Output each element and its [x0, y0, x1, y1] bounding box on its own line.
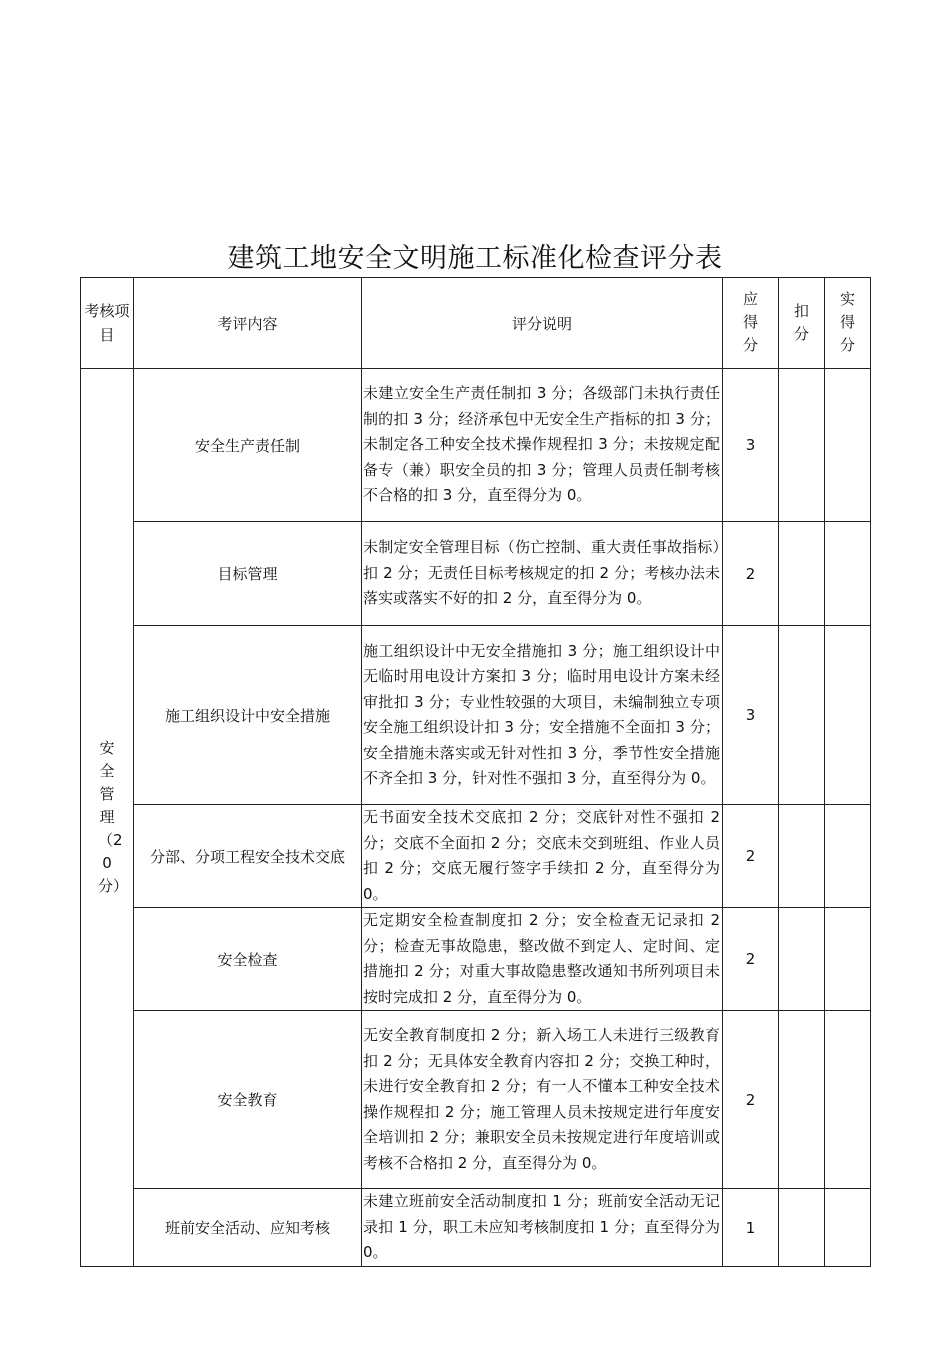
row-deduct[interactable] — [779, 522, 825, 626]
row-actual-score[interactable] — [825, 1011, 871, 1189]
score-table — [80, 277, 871, 1267]
row-actual-score[interactable] — [825, 805, 871, 908]
table-row — [81, 1189, 871, 1267]
page-title: 建筑工地安全文明施工标准化检查评分表 — [227, 243, 723, 274]
row-description: 无书面安全技术交底扣 2 分；交底针对性不强扣 2 分；交底不全面扣 2 分；交底未交到班组、作业人员扣 2 分；交底无履行签字手续扣 2 分，直至得分为 0。 — [362, 805, 723, 908]
row-description: 未建立班前安全活动制度扣 1 分；班前安全活动无记录扣 1 分，职工未应知考核制度扣 1 分；直至得分为 0。 — [362, 1189, 723, 1267]
table-row — [81, 805, 871, 908]
row-description: 无定期安全检查制度扣 2 分；安全检查无记录扣 2 分；检查无事故隐患，整改做不到定人、定时间、定措施扣 2 分；对重大事故隐患整改通知书所列项目未按时完成扣 2 分，直至得分为 0。 — [362, 908, 723, 1011]
row-content: 施工组织设计中安全措施 — [134, 626, 362, 805]
row-actual-score[interactable] — [825, 1189, 871, 1267]
row-actual-score[interactable] — [825, 626, 871, 805]
row-description: 未建立安全生产责任制扣 3 分；各级部门未执行责任制的扣 3 分；经济承包中无安全生产指标的扣 3 分；未制定各工种安全技术操作规程扣 3 分；未按规定配备专（兼）职安全员的扣 3 分；管理人员责任制考核不合格的扣 3 分，直至得分为 0。 — [362, 369, 723, 522]
row-actual-score[interactable] — [825, 369, 871, 522]
header-description: 评分说明 — [362, 278, 723, 369]
row-content: 目标管理 — [134, 522, 362, 626]
row-deduct[interactable] — [779, 626, 825, 805]
header-actual-score: 实得分 — [825, 278, 871, 369]
table-row — [81, 522, 871, 626]
table-row — [81, 1011, 871, 1189]
row-actual-score[interactable] — [825, 522, 871, 626]
row-due-score: 3 — [723, 369, 779, 522]
row-content: 安全教育 — [134, 1011, 362, 1189]
row-deduct[interactable] — [779, 908, 825, 1011]
row-deduct[interactable] — [779, 369, 825, 522]
header-item: 考核项目 — [81, 278, 134, 369]
row-description: 未制定安全管理目标（伤亡控制、重大责任事故指标）扣 2 分；无责任目标考核规定的扣 2 分；考核办法未落实或落实不好的扣 2 分，直至得分为 0。 — [362, 522, 723, 626]
row-content: 安全生产责任制 — [134, 369, 362, 522]
table-row — [81, 908, 871, 1011]
row-deduct[interactable] — [779, 1011, 825, 1189]
header-due-score: 应得分 — [723, 278, 779, 369]
row-due-score: 2 — [723, 805, 779, 908]
row-content: 班前安全活动、应知考核 — [134, 1189, 362, 1267]
row-description: 施工组织设计中无安全措施扣 3 分；施工组织设计中无临时用电设计方案扣 3 分；临时用电设计方案未经审批扣 3 分；专业性较强的大项目，未编制独立专项安全施工组织设计扣 3 分；安全措施不全面扣 3 分；安全措施未落实或无针对性扣 3 分，季节性安全措施不齐全扣 3 分，针对性不强扣 3 分，直至得分为 0。 — [362, 626, 723, 805]
table-row — [81, 626, 871, 805]
row-due-score: 2 — [723, 522, 779, 626]
row-deduct[interactable] — [779, 805, 825, 908]
row-due-score: 2 — [723, 1011, 779, 1189]
row-content: 分部、分项工程安全技术交底 — [134, 805, 362, 908]
row-due-score: 3 — [723, 626, 779, 805]
header-deduct: 扣分 — [779, 278, 825, 369]
row-due-score: 2 — [723, 908, 779, 1011]
row-due-score: 1 — [723, 1189, 779, 1267]
row-actual-score[interactable] — [825, 908, 871, 1011]
row-deduct[interactable] — [779, 1189, 825, 1267]
header-row — [81, 278, 871, 369]
table-row — [81, 369, 871, 522]
row-content: 安全检查 — [134, 908, 362, 1011]
category-cell: 安全管理（20分） — [81, 369, 134, 1267]
header-content: 考评内容 — [134, 278, 362, 369]
row-description: 无安全教育制度扣 2 分；新入场工人未进行三级教育扣 2 分；无具体安全教育内容扣 2 分；交换工种时，未进行安全教育扣 2 分；有一人不懂本工种安全技术操作规程扣 2 分；施工管理人员未按规定进行年度安全培训扣 2 分；兼职安全员未按规定进行年度培训或考核不合格扣 2 分，直至得分为 0。 — [362, 1011, 723, 1189]
